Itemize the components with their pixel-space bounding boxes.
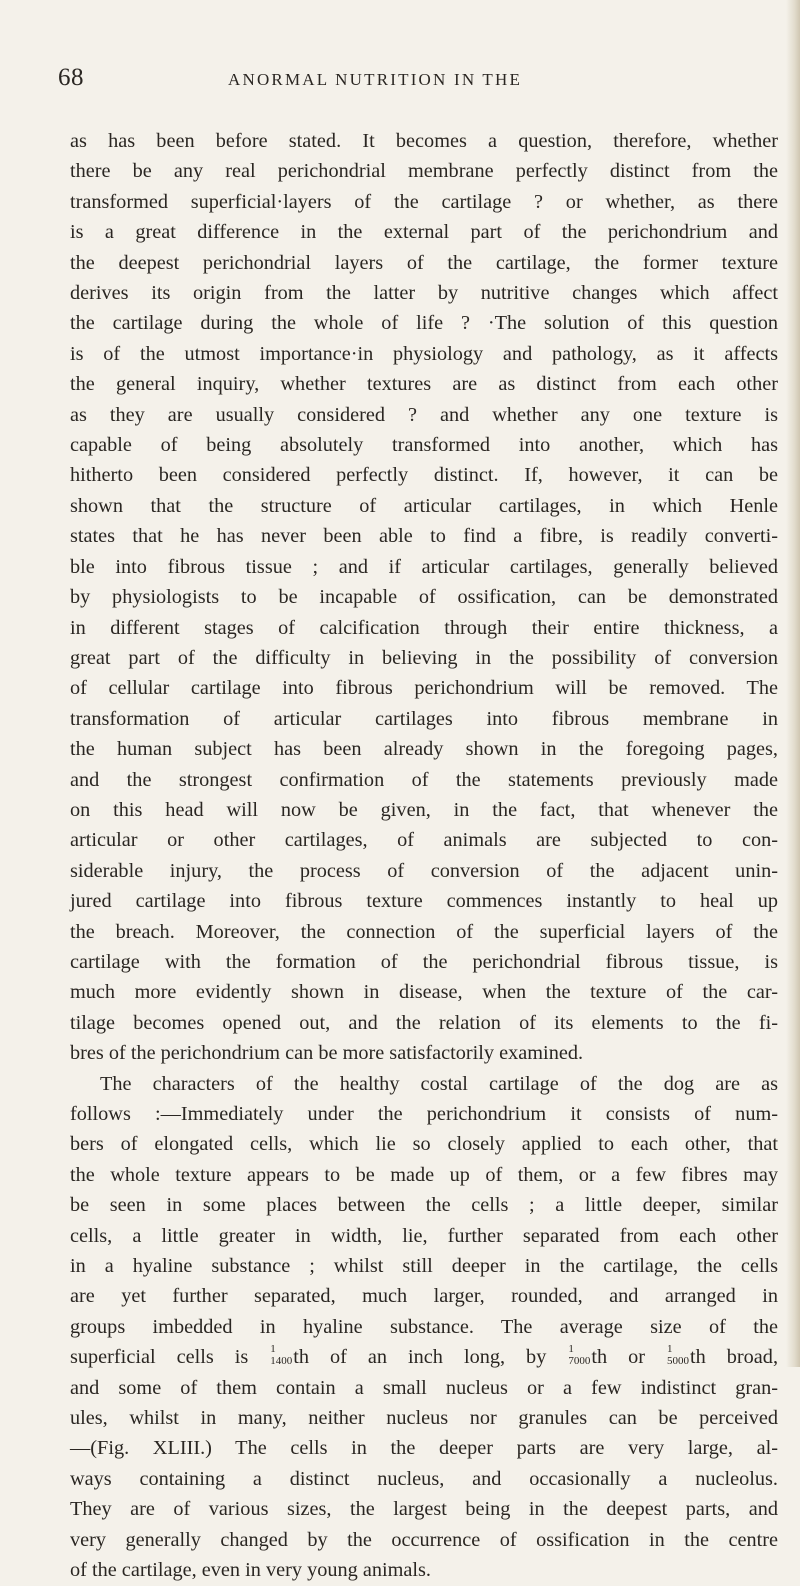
text-line: articular or other cartilages, of animals are subjected to con- (70, 829, 778, 852)
running-head (58, 64, 758, 94)
fraction-denominator: 5000 (667, 1355, 689, 1368)
text-line: jured cartilage into fibrous texture commences instantly to heal up (70, 890, 778, 913)
text-line: and the strongest confirmation of the statements previously made (70, 768, 778, 791)
fraction (270, 1343, 292, 1367)
paragraph-dog-cartilage (70, 1069, 778, 1586)
text-line: the cartilage during the whole of life ? ·The solution of this question (70, 312, 778, 335)
text-line: as they are usually considered ? and whether any one texture is (70, 403, 778, 426)
text-line: is a great difference in the external part of the perichondrium and (70, 221, 778, 244)
measurement-text: th of an inch long, by (293, 1346, 547, 1369)
text-line: ble into fibrous tissue ; and if articular cartilages, generally believed (70, 555, 778, 578)
text-line: by physiologists to be incapable of ossification, can be demonstrated (70, 586, 778, 609)
paragraph-continued (70, 126, 778, 1069)
text-line: much more evidently shown in disease, when the texture of the car- (70, 981, 778, 1004)
text-line: of cellular cartilage into fibrous perichondrium will be removed. The (70, 677, 778, 700)
text-line: very generally changed by the occurrence of ossification in the centre (70, 1528, 778, 1551)
text-line: bers of elongated cells, which lie so closely applied to each other, that (70, 1133, 778, 1156)
fraction (568, 1343, 590, 1367)
text-line: on this head will now be given, in the fact, that whenever the (70, 798, 778, 821)
measurement-text: superficial cells is (70, 1346, 249, 1369)
fraction (667, 1343, 689, 1367)
text-line: cells, a little greater in width, lie, further separated from each other (70, 1224, 778, 1247)
text-line: tilage becomes opened out, and the relation of its elements to the fi- (70, 1011, 778, 1034)
text-line: are yet further separated, much larger, rounded, and arranged in (70, 1285, 778, 1308)
measurement-line (70, 1342, 778, 1372)
text-line: transformation of articular cartilages into fibrous membrane in (70, 707, 778, 730)
text-line: derives its origin from the latter by nutritive changes which affect (70, 282, 778, 305)
text-line: of the cartilage, even in very young animals. (70, 1559, 431, 1582)
text-line: the deepest perichondrial layers of the cartilage, the former texture (70, 251, 778, 274)
text-line: great part of the difficulty in believing in the possibility of conversion (70, 646, 778, 669)
measurement-text: th or (591, 1346, 645, 1369)
text-line: the human subject has been already shown in the foregoing pages, (70, 738, 778, 761)
text-line: in a hyaline substance ; whilst still deeper in the cartilage, the cells (70, 1255, 778, 1278)
text-line: bres of the perichondrium can be more satisfactorily examined. (70, 1042, 584, 1065)
text-line: ways containing a distinct nucleus, and occasionally a nucleolus. (70, 1467, 778, 1490)
text-line: —(Fig. XLIII.) The cells in the deeper parts are very large, al- (70, 1437, 778, 1460)
text-line: The characters of the healthy costal cartilage of the dog are as (100, 1072, 778, 1095)
text-line: in different stages of calcification through their entire thickness, a (70, 616, 778, 639)
page-number: 68 (58, 64, 84, 91)
text-line: the breach. Moreover, the connection of the superficial layers of the (70, 920, 778, 943)
fraction-denominator: 7000 (568, 1355, 591, 1368)
text-line: states that he has never been able to find a fibre, is readily converti- (70, 525, 778, 548)
text-line: siderable injury, the process of conversion of the adjacent unin- (70, 859, 778, 882)
text-line: hitherto been considered perfectly distinct. If, however, it can be (70, 464, 778, 487)
text-line: and some of them contain a small nucleus or a few indistinct gran- (70, 1376, 778, 1399)
text-line: be seen in some places between the cells ; a little deeper, similar (70, 1194, 778, 1217)
text-line: there be any real perichondrial membrane perfectly distinct from the (70, 160, 778, 183)
text-line: is of the utmost importance·in physiology and pathology, as it affects (70, 342, 778, 365)
fraction-denominator: 1400 (270, 1355, 293, 1368)
text-line: the whole texture appears to be made up of them, or a few fibres may (70, 1163, 778, 1186)
text-line: ules, whilst in many, neither nucleus nor granules can be perceived (70, 1407, 778, 1430)
text-line: shown that the structure of articular cartilages, in which Henle (70, 494, 778, 517)
text-line: follows :—Immediately under the perichondrium it consists of num- (70, 1103, 778, 1125)
text-line: They are of various sizes, the largest being in the deepest parts, and (70, 1498, 778, 1521)
running-title: ANORMAL NUTRITION IN THE (228, 70, 523, 89)
fraction-numerator: 1 (667, 1343, 673, 1356)
text-line: groups imbedded in hyaline substance. The average size of the (70, 1315, 778, 1338)
text-line: the general inquiry, whether textures are as distinct from each other (70, 373, 778, 396)
text-line: as has been before stated. It becomes a question, therefore, whether (70, 130, 778, 152)
fraction-numerator: 1 (270, 1343, 276, 1356)
measurement-text: th broad, (690, 1346, 779, 1369)
text-line: capable of being absolutely transformed into another, which has (70, 434, 778, 457)
text-line: cartilage with the formation of the perichondrial fibrous tissue, is (70, 950, 778, 973)
text-line: transformed superficial·layers of the cartilage ? or whether, as there (70, 190, 778, 213)
fraction-numerator: 1 (568, 1343, 574, 1356)
page-edge-shadow (786, 0, 800, 1367)
